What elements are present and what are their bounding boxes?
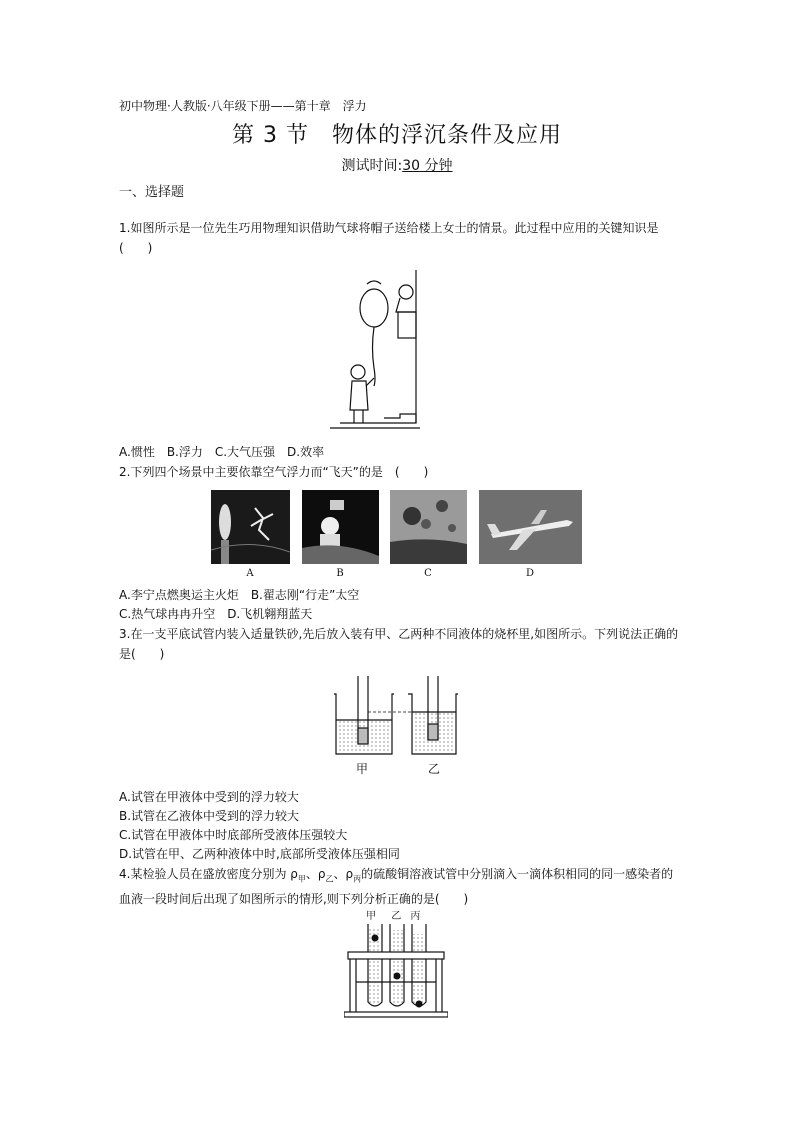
question-3-option-a: A.试管在甲液体中受到的浮力较大: [119, 790, 299, 804]
question-3-option-c: C.试管在甲液体中时底部所受液体压强较大: [119, 828, 348, 842]
tube-label-jia: 甲: [366, 911, 376, 922]
question-3-option-b: B.试管在乙液体中受到的浮力较大: [119, 809, 300, 823]
photo-a-torch: [211, 490, 290, 564]
beaker-label-jia: 甲: [356, 762, 369, 776]
caption-d: D: [525, 568, 535, 579]
page-header: 初中物理·人教版·八年级下册——第十章 浮力: [119, 99, 367, 113]
photo-c-balloons: [390, 490, 467, 564]
test-time-label: 测试时间:: [341, 158, 403, 174]
question-4-stem-b: 的硫酸铜溶液试管中分别滴入一滴体积相同的同一感染者的血液一段时间后出现了如图所示的情形,则下列分析正确的是( ): [119, 867, 674, 907]
beaker-label-yi: 乙: [428, 762, 441, 776]
caption-b: B: [336, 568, 344, 579]
question-3-stem: 3.在一支平底试管内装入适量铁砂,先后放入装有甲、乙两种不同液体的烧杯里,如图所示。下列说法正确的是( ): [119, 627, 679, 661]
rho-sub-bing: 丙: [353, 874, 362, 884]
question-4-stem: [119, 864, 679, 909]
tube-label-yi: 乙: [391, 911, 402, 922]
tube-label-bing: 丙: [410, 911, 421, 922]
question-1-options: A.惯性 B.浮力 C.大气压强 D.效率: [119, 445, 325, 459]
caption-c: C: [424, 568, 432, 579]
rho-sub-yi: 乙: [325, 874, 334, 884]
rho-sep-1: 、ρ: [305, 867, 326, 881]
question-1-stem: 1.如图所示是一位先生巧用物理知识借助气球将帽子送给楼上女士的情景。此过程中应用的关键知识是( ): [119, 221, 659, 255]
test-time-value: 30 分钟: [402, 158, 453, 174]
section-heading: 一、选择题: [119, 185, 185, 200]
caption-a: A: [246, 568, 254, 579]
test-time: [0, 155, 794, 175]
question-2-options-line-1: A.李宁点燃奥运主火炬 B.翟志刚“行走”太空: [119, 588, 360, 602]
photo-d-airplane: [479, 490, 582, 564]
balloon-hat-figure: [330, 268, 420, 434]
question-3-option-d: D.试管在甲、乙两种液体中时,底部所受液体压强相同: [119, 847, 400, 861]
question-2-options-line-2: C.热气球冉冉升空 D.飞机翱翔蓝天: [119, 607, 313, 621]
question-4-stem-a: 4.某检验人员在盛放密度分别为 ρ: [119, 867, 298, 881]
photo-b-spacewalk: [302, 490, 379, 564]
rho-sub-jia: 甲: [297, 874, 306, 884]
rho-sep-2: 、ρ: [333, 867, 354, 881]
page-title: 第 3 节 物体的浮沉条件及应用: [232, 123, 562, 148]
question-2-stem: 2.下列四个场景中主要依靠空气浮力而“飞天”的是 ( ): [119, 465, 429, 479]
beakers-figure: [330, 672, 460, 760]
test-tubes-figure: [344, 920, 448, 1020]
